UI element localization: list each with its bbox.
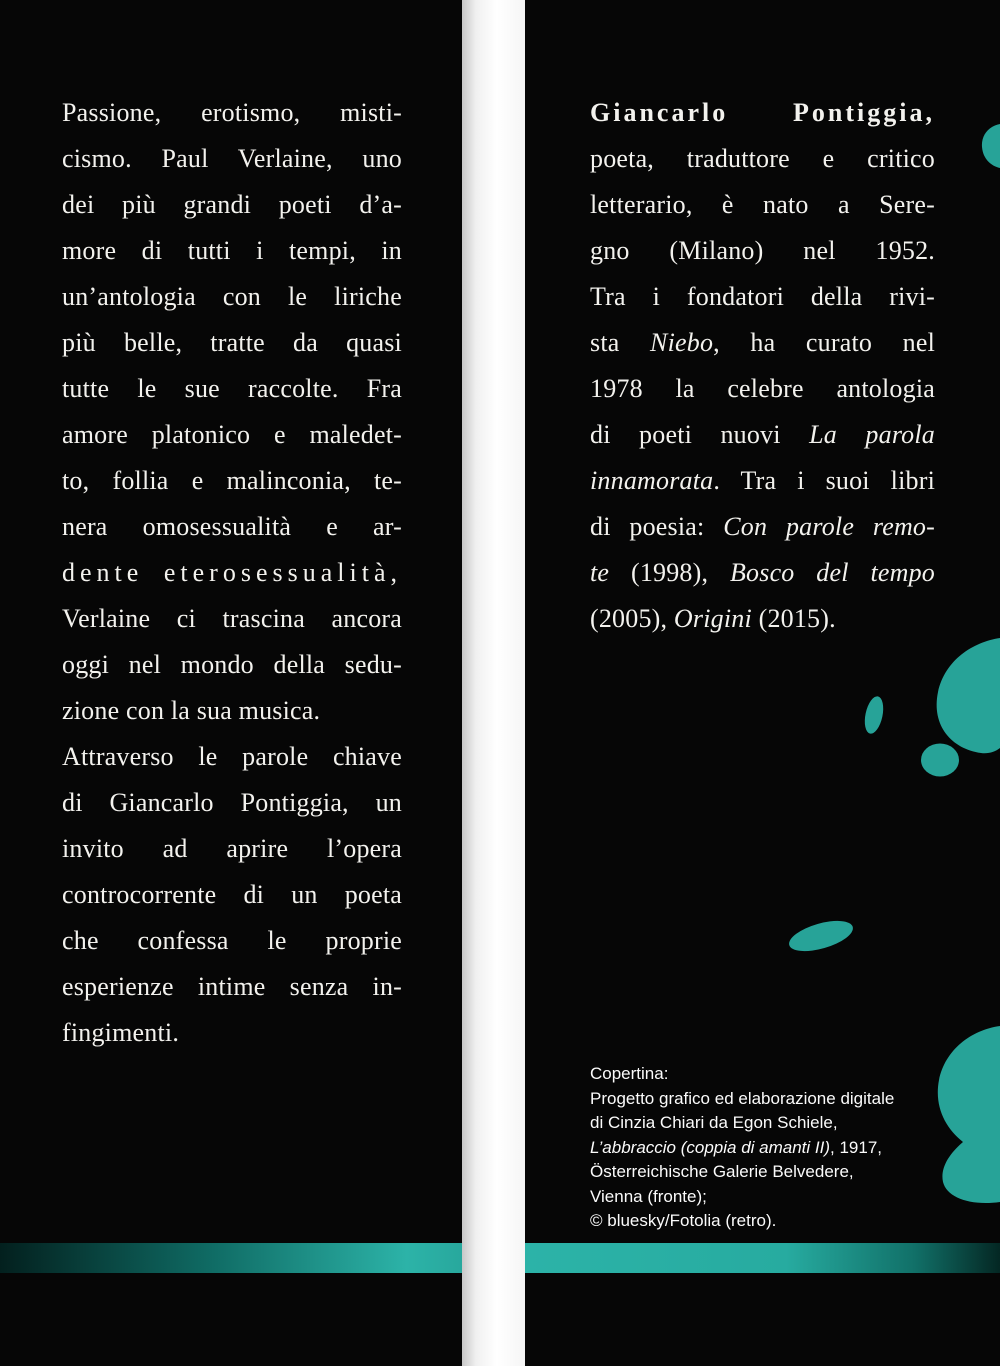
text-line — [590, 1209, 982, 1234]
text-segment: La parola — [809, 420, 936, 449]
text-segment: gno (Milano) nel 1952. — [590, 236, 935, 265]
text-segment: © bluesky/Fotolia (retro). — [590, 1211, 777, 1230]
text-line — [62, 964, 402, 1010]
text-segment: controcorrente di un poeta — [62, 880, 402, 909]
text-segment: dente eterosessualità, — [62, 558, 402, 587]
text-segment: , 1917, — [830, 1137, 883, 1157]
text-line — [62, 918, 402, 964]
text-segment: . Tra i suoi libri — [713, 466, 935, 495]
text-segment: Attraverso le parole chiave — [62, 742, 402, 771]
text-line — [590, 366, 935, 412]
text-segment: zione con la sua musica. — [62, 696, 321, 725]
text-segment: di Cinzia Chiari da Egon Schiele, — [590, 1113, 838, 1132]
text-segment: sta — [590, 328, 651, 357]
text-line — [62, 642, 402, 688]
text-line — [590, 504, 935, 550]
text-line — [590, 1111, 982, 1136]
teal-blob-grain — [786, 915, 856, 957]
text-segment: invito ad aprire l’opera — [62, 834, 402, 863]
text-segment: Verlaine ci trascina ancora — [62, 604, 402, 633]
front-flap-text — [62, 90, 402, 1056]
teal-stripe-right — [525, 1243, 1000, 1273]
text-segment: te — [590, 558, 610, 587]
text-line — [62, 320, 402, 366]
text-line — [590, 136, 935, 182]
text-segment: (2015). — [751, 604, 836, 633]
text-segment: Österreichische Galerie Belvedere, — [590, 1162, 854, 1181]
teal-blob-top-edge — [982, 124, 1000, 168]
text-line — [62, 90, 402, 136]
text-line — [62, 734, 402, 780]
text-line — [590, 1160, 982, 1185]
text-line — [590, 596, 935, 642]
text-line — [590, 320, 935, 366]
text-segment: Giancarlo Pontiggia, — [590, 98, 935, 127]
text-segment: di poeti nuovi — [590, 420, 810, 449]
text-line — [62, 504, 402, 550]
teal-blob-dot — [921, 744, 959, 777]
text-line — [62, 826, 402, 872]
text-line — [62, 550, 402, 596]
text-line — [590, 182, 935, 228]
text-segment: Tra i fondatori della rivi- — [590, 282, 935, 311]
text-segment: oggi nel mondo della sedu- — [62, 650, 402, 679]
text-segment: fingimenti. — [62, 1018, 180, 1047]
text-segment: innamorata — [590, 466, 714, 495]
text-segment: amore platonico e maledet- — [62, 420, 402, 449]
text-line — [62, 228, 402, 274]
text-line — [62, 458, 402, 504]
text-line — [590, 274, 935, 320]
author-bio-text — [590, 90, 935, 642]
text-segment: tutte le sue raccolte. Fra — [62, 374, 402, 403]
text-line — [590, 90, 935, 136]
text-segment: Origini — [673, 604, 752, 633]
text-line — [62, 182, 402, 228]
text-segment: Passione, erotismo, misti- — [62, 98, 402, 127]
text-line — [62, 136, 402, 182]
text-segment: more di tutti i tempi, in — [62, 236, 402, 265]
text-line — [62, 1010, 402, 1056]
center-gutter — [462, 0, 525, 1366]
text-segment: di poesia: — [590, 512, 724, 541]
text-line — [62, 412, 402, 458]
text-line — [62, 688, 402, 734]
teal-stripe-left — [0, 1243, 462, 1273]
text-line — [62, 366, 402, 412]
text-segment: poeta, traduttore e critico — [590, 144, 935, 173]
text-segment: , ha curato nel — [713, 328, 935, 357]
text-segment: to, follia e malinconia, te- — [62, 466, 402, 495]
text-line — [590, 1087, 982, 1112]
text-segment: Con parole remo- — [723, 512, 935, 541]
text-segment: nera omosessualità e ar- — [62, 512, 402, 541]
text-line — [590, 458, 935, 504]
text-segment: Vienna (fronte); — [590, 1186, 707, 1206]
text-segment: che confessa le proprie — [62, 926, 402, 955]
text-segment: (2005), — [590, 604, 674, 633]
text-segment: 1978 la celebre antologia — [590, 374, 935, 403]
text-line — [590, 412, 935, 458]
text-segment: L’abbraccio (coppia di amanti II) — [590, 1137, 831, 1157]
teal-blob-large-top — [937, 638, 1000, 753]
text-segment: di Giancarlo Pontiggia, un — [62, 788, 402, 817]
text-line — [590, 228, 935, 274]
teal-blob-teardrop — [862, 695, 887, 736]
text-line — [62, 780, 402, 826]
text-segment: (1998), — [609, 558, 730, 587]
text-line — [62, 274, 402, 320]
text-line — [62, 872, 402, 918]
text-segment: Niebo — [650, 328, 714, 357]
text-segment: più belle, tratte da quasi — [62, 328, 402, 357]
text-segment: cismo. Paul Verlaine, uno — [62, 144, 402, 173]
text-segment: un’antologia con le liriche — [62, 282, 402, 311]
text-line — [590, 1062, 982, 1087]
text-segment: Copertina: — [590, 1064, 669, 1083]
text-segment: letterario, è nato a Sere- — [590, 190, 935, 219]
front-flap-panel — [0, 0, 462, 1366]
text-line — [62, 596, 402, 642]
cover-credits-text — [590, 1062, 982, 1234]
text-line — [590, 1185, 982, 1210]
text-segment: esperienze intime senza in- — [62, 972, 402, 1001]
text-segment: Progetto grafico ed elaborazione digitale — [590, 1088, 895, 1108]
text-segment: dei più grandi poeti d’a- — [62, 190, 402, 219]
text-segment: Bosco del tempo — [729, 558, 935, 587]
back-flap-panel — [525, 0, 1000, 1366]
text-line — [590, 1136, 982, 1161]
text-line — [590, 550, 935, 596]
